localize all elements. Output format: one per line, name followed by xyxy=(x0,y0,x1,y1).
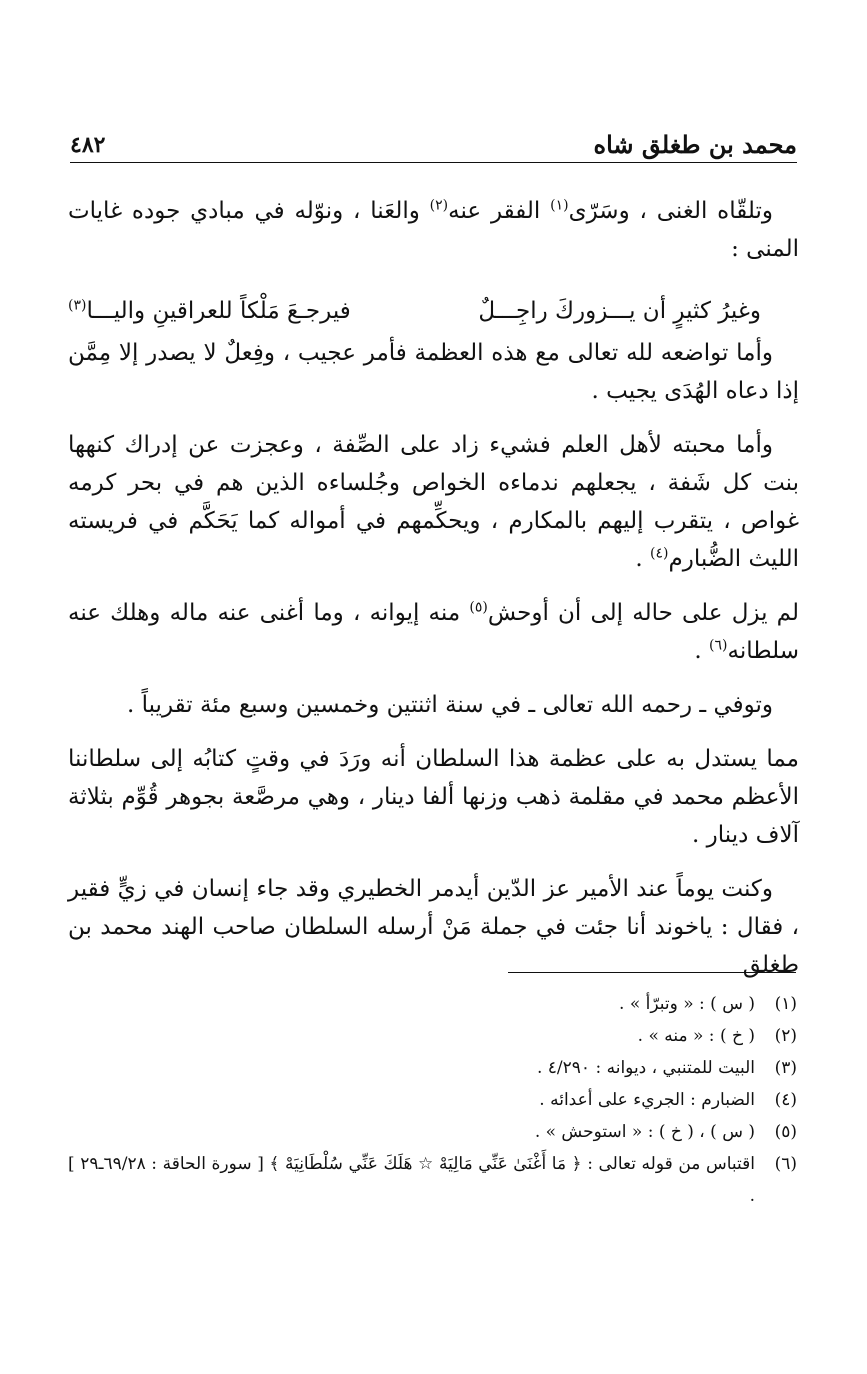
note-ref: (٣) xyxy=(68,297,87,314)
note-ref: (١) xyxy=(550,197,569,214)
page-number: ٤٨٢ xyxy=(70,132,106,158)
note-ref: (٥) xyxy=(469,599,488,616)
footnote-4: (٤) الضبارم : الجريء على أعدائه . xyxy=(539,1090,797,1110)
footnote-3: (٣) البيت للمتنبي ، ديوانه : ٤/٢٩٠ . xyxy=(536,1058,797,1078)
footnotes xyxy=(68,988,797,1212)
note-ref: (٢) xyxy=(429,197,449,214)
paragraph-5: وتوفي ـ رحمه الله تعالى ـ في سنة اثنتين وخمسين وسبع مئة تقريباً . xyxy=(126,692,773,718)
footnote-6: (٦) اقتباس من قوله تعالى : ﴿ مَا أَغْنَىٰ عَنِّي مَالِيَهْ ☆ هَلَكَ عَنِّي سُلْطَانِيَهْ ﴾ [ سورة الحاقة : ٦٩/٢٨ـ٢٩ ] . xyxy=(68,1154,797,1206)
paragraph-7: وكنت يوماً عند الأمير عز الدّين أيدمر الخطيري وقد جاء إنسان في زيٍّ فقير ، فقال : ياخوند أنا جئت في جملة مَنْ أرسله السلطان صاحب الهند محمد بن طغلق xyxy=(68,876,799,978)
note-ref: (٦) xyxy=(709,637,728,654)
footnote-separator xyxy=(508,972,796,973)
paragraph-2: وأما تواضعه لله تعالى مع هذه العظمة فأمر عجيب ، وفِعلٌ لا يصدر إلا مِمَّن إذا دعاه الهُدَى يجيب . xyxy=(68,340,799,404)
footnote-1: (١) ( س ) : « وتبرّأ » . xyxy=(619,994,797,1014)
verse-hemistich-1: وغيرُ كثيرٍ أن يـــزوركَ راجِـــلٌ xyxy=(478,298,761,324)
footnote-5: (٥) ( س ) ، ( خ ) : « استوحش » . xyxy=(534,1122,797,1142)
running-header xyxy=(70,130,797,163)
paragraph-3: وأما محبته لأهل العلم فشيء زاد على الصِّفة ، وعجزت عن إدراك كنهها بنت كل شَفة ، يجعلهم ندماءه الخواص وجُلساءه الذين هم في بحر كرمه غواص ، يتقرب إليهم بالمكارم ، ويحكِّمهم في أمواله كما يَحَكَّم في فريسته الليث الضُّبارم$^{(٤)}$ . xyxy=(68,432,799,572)
verse-hemistich-2: فيرجـعَ مَلْكاً للعراقينِ واليـــا$^{(٣)}$ xyxy=(68,297,351,324)
paragraph-4: لم يزل على حاله إلى أن أوحش$^{(٥)}$ منه إيوانه ، وما أغنى عنه ماله وهلك عنه سلطانه$^{(٦)}$ . xyxy=(68,599,799,664)
running-title: محمد بن طغلق شاه xyxy=(593,130,797,159)
footnote-2: (٢) ( خ ) : « منه » . xyxy=(637,1026,797,1046)
paragraph-1: وتلقّاه الغنى ، وسَرّى$^{(١)}$ الفقر عنه$^{(٢)}$ والعَنا ، ونوّله في مبادي جوده غايات المنى : xyxy=(68,197,799,262)
note-ref: (٤) xyxy=(650,545,669,562)
paragraph-6: مما يستدل به على عظمة هذا السلطان أنه ورَدَ في وقتٍ كتابُه إلى سلطاننا الأعظم محمد في مقلمة ذهب وزنها ألفا دينار ، وهي مرصَّعة بجوهر قُوِّم بثلاثة آلاف دينار . xyxy=(68,746,799,848)
poetry-verse xyxy=(68,278,799,334)
main-text xyxy=(68,192,799,984)
